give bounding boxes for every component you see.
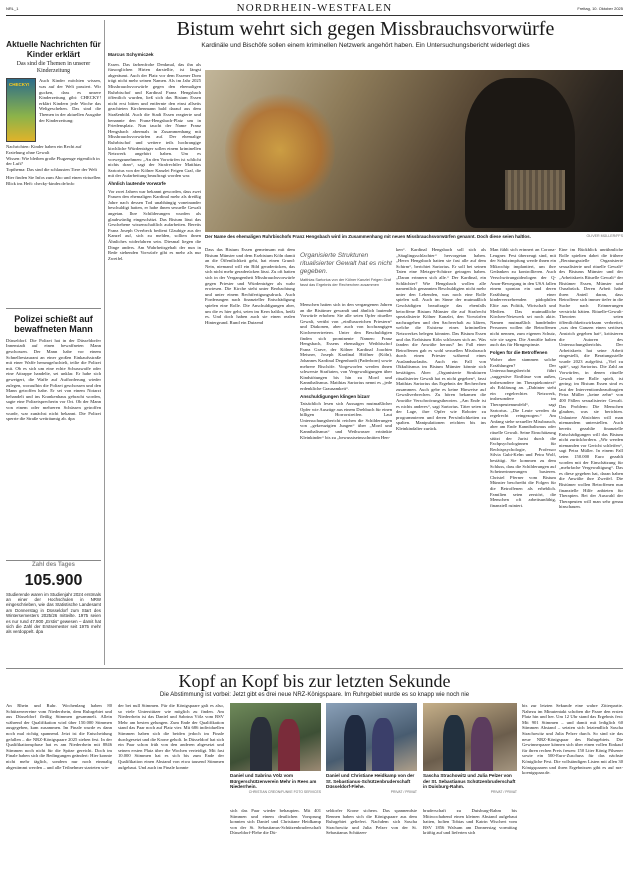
- pull-quote: [300, 252, 392, 288]
- main-text: Essen. Das farbenfrohe Denkmal, das ihn als fürsorglichen Hirten darstellte, ist längst abgeräumt. Auch der Platz vor dem Essener Dom trägt nicht mehr seinen Namen. Als im Jahr 2025 Missbrauchsvorwürfe gegen den ehemaligen Ruhrbischof und Kardinal Franz Hengsbach öffentlich wurden, ließ sich das Bistum Essen nicht erst bitten und entfernte den einst allseits geachteten Kirchenmann bald darauf aus dem Straßenbild. Auch die Stadt Essen reagierte und benannte den Franz-Hengsbach-Platz um in Friedensplatz. Nun taucht der Name Franz Hengsbach abermals in Zusammenhang mit Missbrauchsvorwürfen auf. Der ehemalige Ruhrbischof und weitere teils hochrangige kirchliche Würdenträger sollen einem kriminellen Netzwerk angehört haben. Um es vorwegzunehmen: „An den Vorwürfen ist schlicht nichts dran“, sagt der Strafrechtler Matthias Sartorius von der Kölner Kanzlei Feigen Graf, die mit der Aufarbeitung beauftragt worden war.: [108, 61, 201, 179]
- second-text: seldorfer Krone sichern. Das spannendste Rennen haben sich die Königspaare aus dem Ruhrgebiet geliefert. Nachdem sich Sascha Strachowitz und Julia Pelzer von der St. Sebastianus Schützen-: [326, 808, 417, 836]
- royal-credit: CHRISTIAN CREON/FUNKE FOTO SERVICES: [248, 789, 321, 794]
- main-text: Dass das Bistum Essen gemeinsam mit dem Bistum Münster und dem Erzbistum Köln damit an die Öffentlichkeit geht, hat einen Grund: Nein, niemand will ein Bild geraderücken, das sich nicht mehr geraderücken lässt. Zu oft hatten sich in der Vergangenheit Missbrauchsvorwürfe gegen Priester und Würdenträger als wahr erwiesen. Die Kirche steht unter Beobachtung und unter einem Rechtfertigungsdruck. Auch Forderungen nach finanzieller Entschädigung spielen eine Rolle. Die Anschuldigungen aber, um die es hier geht, seien im Kern haltlos, heißt es. Und doch haben auch sie einen realen Hintergrund. Rund ein Dutzend: [205, 247, 295, 325]
- kids-intro: Auch Kinder möchten wissen, was auf der Welt passiert. Wir gucken, dass es unsere Kinderzeitung gibt: CHECKY! erklärt Kindern jede Woche das Weltgeschehen. Das sind die Themen in der aktuellen Ausgabe der Kinderzeitung:: [39, 78, 101, 123]
- main-headline-block: [108, 17, 623, 50]
- main-text: Eine im Rückblick unrühmliche Rolle spielten dabei die frühere „Beratungsstelle Organisierte sexualisierte und rituelle Gewalt“ des Bistums Münster und der „Arbeitskreis Rituelle Gewalt“ der Bistümer Essen, Münster und Osnabrück. Deren Arbeit habe ihren Anteil daran, dass Betroffene sich immer tiefer in die Suche nach Erinnerungen verstrickt hätten. Rituelle-Gewalt-Theorien seien öffentlichkeitswirksam verbreitet, „was den Ganzen einen seriösen Anstrich gegeben hat“, kritisieren die Autoren des Untersuchungsberichts. Der Arbeitskreis hat seine Arbeit eingestellt, die Beratungsstelle wurde 2023 aufgelöst. „Viel zu spät“, sagt Sartorius. Die Zahl an Vorwürfen, in denen rituelle Gewalt eine Rolle spielt, ist gering; im Bistum Essen sind es laut der Interventionsbeauftragten Petra Müller „keine zehn“ von 400 Fällen sexualisierter Gewalt. Das Problem: Die Menschen glauben, was sie berichten. Unlautere Absichten will man niemandem unterstellen. Auch bereits gezahlte finanzielle Entschädigungen will das Bistum nicht zurückfordern. „Wir werden niemanden vor Gericht schleifen“, sagt Petra Müller. In einem Fall seien 150.000 Euro gezahlt worden mit der Einschätzung für „mehrfache Vergewaltigung“. Das es diese gegeben hat, daran haben die Anwälte ihre Zweifel. Die Bistümer wollen Betroffenen nun finanzielle Hilfe anbieten für Therapien. Bei der Auswahl der Therapeuten will man sehr genau hinschauen.: [559, 247, 623, 510]
- number-of-day: [6, 563, 101, 635]
- royal-caption: [326, 773, 417, 795]
- divider: [6, 668, 623, 669]
- divider: [6, 560, 101, 561]
- person-shape: [278, 719, 300, 771]
- main-col2b: [300, 302, 392, 441]
- main-text: Woher aber stammen solche Erzählungen? Der Untersuchungsbericht führt „suggestive Einflüsse von außen, insbesondere im Therapiekontext“ als Erklärung an. „Dahinter steht ein regelrechtes Netzwerk, insbesondere im Therapeutenumfeld“, sagt Sartorius. „Die Leute werden da regelrecht reingezogen.“ Am Anfang stehe sexueller Missbrauch, aber am Ende Kannibalismus oder rituelle Gewalt. Seine Einschätzung stützt der Jurist durch die Fachpsychologinnen für Rechtspsychologie, Professor Silvia Gubi-Kelm und Petra Wolf, bestätigt. Sie kommen zu dem Schluss, dass die Schilderungen auf Scheinerinnerungen basieren. Christel Pferner vom Bistum Münster beschreibt die Folgen für die Betroffenen als erheblich. Familien seien zerstört, die Menschen oft arbeitsunfähig, finanziell ruiniert.: [490, 357, 556, 508]
- main-author: Marcus Schymiczek: [108, 53, 154, 58]
- quote-text: Organisierte Strukturen ritualisierter Gewalt hat es nicht gegeben.: [300, 252, 392, 275]
- main-text: Vor zwei Jahren war bekannt geworden, dass zwei Frauen den ehemaligen Kardinal mehr als dreißig Jahre nach dessen Tod unabhängig voneinander beschuldigt hatten, er habe ihnen sexuelle Gewalt angetan. Ihre Schilderungen wurden als glaubwürdig eingeschätzt. Das Bistum lässt das Geschehene wissenschaftlich aufarbeiten. Bereits Franz Joseph Overbeck bedient Glaubige aus der Kanzel auf, sich zu melden, sollten ihnen Ähnliches widerfahren sein. Diesmal liegen die Dinge anders. Am Wahrheitsgehalt der nun in Rede stehenden Vorwürfe gibt es mehr als nur Zweifel.: [108, 188, 201, 261]
- number-value: 105.900: [24, 571, 83, 589]
- royal-caption-text: Daniel und Sabrina Völz vom Bürgerschützenverein Mehr in Rees am Niederrhein.: [230, 773, 317, 790]
- hengsbach-photo[interactable]: [205, 70, 623, 232]
- main-text: Menschen hatten sich in den vergangenen Jahren an die Bistümer gewandt und ähnlich lautende Vorwürfe erhoben: Sie alle seien Opfer ritueller Gewalt, verübt von „einflussreichen Priestern“ und Diakonen, aber auch von hochrangigen Kirchenvertretern. Unter den Beschuldigten finden sich prominente Namen: Franz Hengsbach, Essens ehemaliger Weihbischof Franz Grave, der Kölner Kardinal Joachim Meisner, Joseph Kardinal Höffner (Köln), Johannes Kardinal Degenhardt (Paderborn) sowie mehrere Bischöfe. Vorgeworfen werden ihnen schwerste Straftaten, von Vergewaltigungen über Kindstötungen bis hin zu Mord und Kannibalismus. Matthias Sartorius nennt es „jede erdenkliche Grausamkeit“.: [300, 302, 392, 391]
- column-rule: [104, 20, 105, 665]
- kids-cover-label: CHECKY!: [9, 82, 30, 88]
- royal-caption: [230, 773, 321, 795]
- kids-footer[interactable]: Hier finden Sie Infos zum Abo und einen virtuellen Blick ins Heft: checky-kinder.de/info: [6, 175, 101, 186]
- person-shape: [250, 717, 272, 771]
- main-subhead: Anschuldigungen klingen bizarr: [300, 393, 370, 399]
- kids-topic: Wissen: Wie bleiben große Flugzeuge eigentlich in der Luft?: [6, 155, 100, 167]
- photo-caption: Der Name des ehemaligen Ruhrbischofs Franz Hengsbach wird im Zusammenhang mit neuen Missbrauchsvorwürfen genannt. Doch diese seien haltlos.: [205, 234, 531, 239]
- royal-credit: PRIVAT / PRIVAT: [390, 789, 417, 794]
- kids-box: [6, 40, 101, 187]
- second-col1: [6, 703, 112, 771]
- page-number: NRL_1: [6, 6, 19, 11]
- main-subhead: Ähnlich lautende Vorwürfe: [108, 181, 166, 187]
- main-col5: [559, 247, 623, 511]
- main-subhead: Folgen für die Betroffenen: [490, 349, 548, 355]
- section-title: NORDRHEIN-WESTFALEN: [236, 2, 393, 14]
- police-title: Polizei schießt auf bewaffneten Mann: [14, 314, 93, 335]
- royal-photo[interactable]: [423, 703, 517, 771]
- main-text: Man fühlt sich erinnert an Corona-Leugner. Fest überzeugt sind, mit der Schutzimpfung werde ihnen ein Mikrochip implantiert, um ihre Gedanken zu kontrollieren. Auch Verschwörungsideologen der Q-Anon-Bewegung in den USA fallen einem spontan ein und deren Erzählung einer kinderverzehrenden pädophilen Elite aus Politik, Wirtschaft und Medien. Das mutmaßliche Kirchen-Netzwerk sei noch aktiv. Namen mutmaßlich handelnder Personen wollen die Betroffenen nicht nennen, zum eigenen Schutz, wie sie sagen. Die Anwälte halten auch das für Hirngespinste.: [490, 247, 556, 348]
- police-body: Düsseldorf. Die Polizei hat in der Düsseldorfer Innenstadt auf einen bewaffneten Mann geschossen. Der Mann habe vor einem Schnellrestaurant an einer großen Einkaufsstraße mit einer Waffe herumgefuchtelt, teilte die Polizei mit. Ob es sich um eine echte Schusswaffe oder eine Attrappe handelte, sei unklar. Er habe sich geweigert, die Waffe auf Aufforderung wieder zulegen, woraufhin die Polizei geschossen und den Mann getroffen habe. Er sei von einem Notarzt behandelt und ins Krankenhaus gebracht worden, sagte eine Polizeisprecherin vor Ort. Ob der Mann von einem oder mehreren Schüssen getroffen wurde, war zunächst nicht bekannt. Die Polizei sperrte die Straße weiträumig ab. dpa: [6, 337, 101, 422]
- main-text: Tatsächlich lesen sich Aussagen mutmaßlicher Opfer wie Auszüge aus einem Drehbuch für einen billigen Horrorstreifen. Laut Untersuchungsbericht reichen die Schilderungen von „gekreuzigten Jungen“ über „Mord und Kannibalismus“ und Weihwasser ertränkte Kleinkinder“ bis zu „bewusstseinsschnitten Hen-: [300, 401, 392, 440]
- second-col4: [423, 808, 517, 837]
- royal-photo[interactable]: [326, 703, 417, 771]
- divider: [6, 308, 101, 309]
- kids-cover-image[interactable]: [6, 78, 36, 142]
- page-header: [6, 2, 623, 16]
- second-text: An Rhein und Ruhr. Wochenlang haben 80 Schützenvereine vom Niederrhein, dem Ruhrgebiet und aus Düsseldorf fleißig Stimmen gesammelt. Allein während der Qualifikation wird über 150.000 Stimmen ausgegeben, kam zusammen. Im Finale wurde es dann noch mal richtig spannend. Jetzt ist die Entscheidung gefallen – die NRZ-Königspaare 2025 stehen fest. In der Qualifikationsphase hat es am Niederrhein mit 8846 Stimmen noch nicht für die Spitze gereicht. Doch im Finale haben sich die Bedingungen geändert: Hier konnte nicht mehr täglich, sondern nur noch einmalig abgestimmt werden – und alle Teilnehmer starteten wie-: [6, 703, 112, 770]
- royal-caption: [423, 773, 517, 795]
- second-text: bruderschaft zu Duisburg-Rahm bis Mittwochabend einen kleinen Abstand aufgebaut hatten, holten Tobias und Katrin Wischert vom BSV 1856 Walsum am Donnerstag vormittag kräftig auf und lieferten sich: [423, 808, 517, 836]
- second-col3: [326, 808, 417, 837]
- quote-source: Matthias Sartorius von der Kölner Kanzlei Feigen Graf fasst das Ergebnis der Recherchen zusammen: [300, 278, 391, 288]
- person-shape: [372, 718, 394, 771]
- stole-shape: [505, 170, 565, 210]
- photo-credit: OLIVER MÜLLER/FFS: [586, 234, 623, 238]
- royal-photo[interactable]: [230, 703, 321, 771]
- kids-topics: [6, 144, 101, 172]
- number-text: Studierende waren im Studienjahr 2024 erstmals an einer der Hochschulen in NRW eingeschrieben, wie das Statistische Landesamt am Donnerstag in Düsseldorf zum Start des Wintersemesters 2025/26 mitteilte. 1975 seien es nur rund 47.900 „Erstis“ gewesen – damit hat sich die Zahl der Erstsemester seit 1975 mehr als verdoppelt. dpa: [6, 591, 101, 635]
- second-text: der bei null Stimmen. Für die Königspaare galt es also, so viele Unterstützer wie möglich zu finden. Am Niederrhein ist das Daniel und Sabrina Völz vom BSV Mehr am besten gelungen. Zum Ende der Qualifikation stand das Paar noch auf Platz vier. Mit 686 individuellen Stimmen haben sich die beiden jedoch im Finale durchgesetzt und die Krone geholt. In Düsseldorf hat sich ein Paar schon früh von den anderen abgesetzt und seinen ersten Platz über die Wochen verteidigt. Mit fast 10.000 Stimmen hat es sich bis zum Ende der Qualifikation einen Abstand von etwa tausend Stimmen aufgebaut. Und auch im Finale konnte: [118, 703, 225, 770]
- second-text: sich das Paar wieder behaupten. Mit 401 Stimmen und einem deutlichen Vorsprung konnten sich Daniel und Christiane Heidkamp von der St. Sebastianus-Schützenbruderschaft Düsseldorf-Flehe die Dü-: [230, 808, 321, 836]
- second-col2: [118, 703, 224, 771]
- royal-caption-text: Daniel und Christiane Heidkamp von der St. Sebastianus-Schützenbruderschaft Düsseldorf-Flehe.: [326, 773, 415, 790]
- police-article: [6, 314, 101, 422]
- main-col2: [205, 247, 295, 326]
- second-headline: Kopf an Kopf bis zur letzten Sekunde: [178, 671, 451, 691]
- main-subline: Kardinäle und Bischöfe sollen einem kriminellen Netzwerk angehört haben. Ein Untersuchungsbericht widerlegt dies: [201, 42, 530, 49]
- main-col4: [490, 247, 556, 509]
- main-text: ken“. Kardinal Hengsbach soll sich als „Säuglingsschlachter“ hervorgetan haben. „Herrn Hengsbach hatten sie fast alle auf dem Schirm“, berichtet Sartorius. Er soll bei seinen Taten eine Metzger-Schürze getragen haben. „Daran erinnern sich alle.“ Der Kardinal, ein Schlächter? Wie Hengsbach wollen alle namentlich genannten Beschuldigten nicht mehr unter den Lebenden, was noch eine Rolle spielen soll. Auch im Sinne der mutmaßlich Geschädigten beauftragte das ebenfalls betroffene Bistum Münster die auf Strafrecht spezialisierte Kölner Kanzlei, den Vorwürfen nachzugehen und den Sachverhalt zu klären, welche die Existenz eines kriminellen Netzwerkes belegen könnten. Das Bistum Essen und das Erzbistum Köln schlossen sich an. Was fanden die Anwälte heraus? Im Fall einer Betroffenen gab es wohl sexuellen Missbrauch durch einen Priester während eines Auslandsurlaubs. Auch ein Fall von Okkultismus im Bistum Münster könnte sich bestätigen. Aber: „Organisierte Strukturen ritualisierter Gewalt hat es nicht gegeben“, fasst Matthias Sartorius das Ergebnis der Recherchen zusammen. Auch gebe es keine Hinweise auf Gewaltverbrechen. Zu hören bekamen die Anwälte Verschwörungstheorien. „Am Ende ist es nichts anderes“, sagt Sartorius. Täter seien in der Lage, ihre Opfer wie Roboter zu programmieren und deren Persönlichkeiten zu spalten. Manipulationen reichten bis ins Kleinkindalter zurück.: [396, 247, 486, 431]
- autumn-tree-shape: [225, 90, 335, 210]
- photo-caption-row: [205, 234, 623, 240]
- kids-topic: Nachrichten: Kinder haben ein Recht auf Erziehung ohne Gewalt: [6, 144, 82, 155]
- second-col2b: [230, 808, 321, 837]
- person-shape: [344, 715, 366, 771]
- kids-title: Aktuelle Nachrichten für Kinder erklärt: [6, 40, 101, 59]
- main-col1: [108, 53, 201, 262]
- second-subline: Die Abstimmung ist vorbei: Jetzt gibt es drei neue NRZ-Königspaare. Im Ruhrgebiet wurde es so knapp wie noch nie: [159, 692, 470, 698]
- person-shape: [471, 717, 493, 771]
- royal-caption-text: Sascha Strachowitz und Julia Pelzer von der St. Sebastianus Schützenbruderschaft in Duisburg-Rahm.: [423, 773, 516, 790]
- kids-topic: Topthema: Das sind die schlausten Tiere der Welt: [6, 166, 97, 172]
- second-col5: [522, 703, 623, 777]
- royal-credit: PRIVAT / PRIVAT: [490, 789, 517, 794]
- main-headline: Bistum wehrt sich gegen Missbrauchsvorwürfe: [176, 18, 555, 40]
- edition-date: Freitag, 10. Oktober 2025: [577, 6, 623, 11]
- kids-subtitle: Das sind die Themen in unserer Kinderzeitung: [16, 61, 91, 74]
- main-col3: [396, 247, 486, 433]
- person-shape: [443, 715, 465, 771]
- second-text: bis zur letzten Sekunde eine wahre Zitterpartie. Nahezu im Minutentakt schoben die Paare den ersten Platz hin und her. Um 12 Uhr stand das Ergebnis fest: Mit 901 Stimmen – und damit mit lediglich 60 Stimmen Abstand – setzten sich letztendlich Sascha Strachowitz und Julia Pelzer durch. So sind sie das neue NRZ-Königspaar des Ruhrgebiets. Die Gewinnerpaare können sich über einen vollen Einkauf für ihren rechen Preis freuen: 150 Liter König Pilsener sowie ein 500-Euro-Zuschuss für das nächste Königliche Fest. Die vollständigen Listen mit allen 30 Königspaaren und ihren Ergebnissen gibt es auf nrz-koenigspaar.de.: [522, 703, 623, 776]
- second-headline-block: [6, 670, 623, 700]
- number-label: Zahl des Tages: [32, 562, 75, 568]
